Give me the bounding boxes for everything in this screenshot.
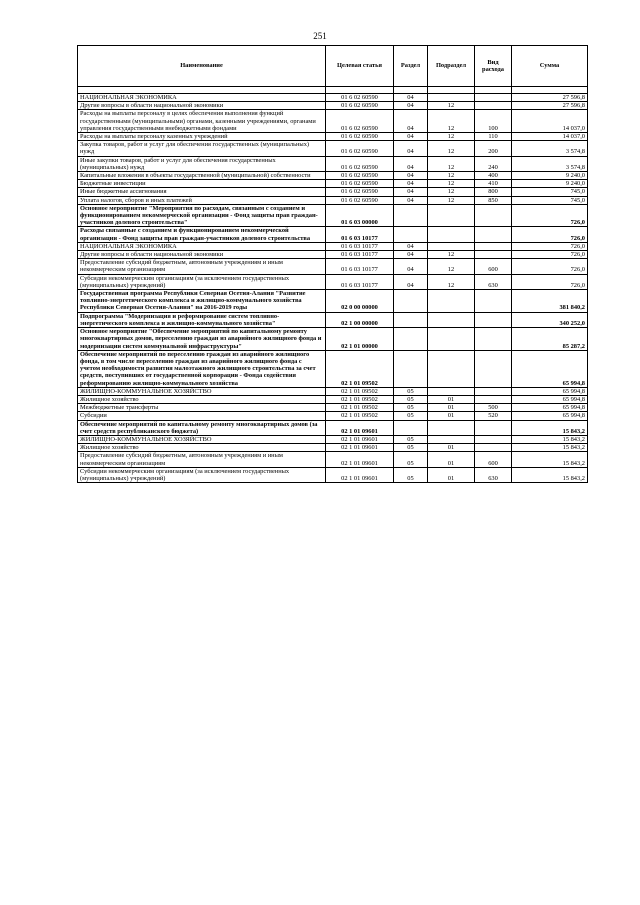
table-row	[78, 141, 588, 156]
cell-name: Субсидии некоммерческим организациям (за исключением государственных (муниципальных) учреждений)	[78, 274, 326, 289]
cell-subsection: 01	[428, 467, 475, 482]
table-header-row	[78, 46, 588, 87]
cell-name: Предоставление субсидий бюджетным, автономным учреждениям и иным некоммерческим организациям	[78, 259, 326, 274]
cell-expense-type	[475, 444, 512, 452]
cell-target-article: 01 6 02 60590	[326, 172, 394, 180]
cell-sum: 65 994,8	[512, 404, 588, 412]
table-body	[78, 87, 588, 483]
cell-subsection: 12	[428, 180, 475, 188]
cell-expense-type	[475, 227, 512, 242]
cell-sum: 726,0	[512, 259, 588, 274]
table-row	[78, 180, 588, 188]
cell-section: 05	[394, 435, 428, 443]
cell-expense-type: 110	[475, 133, 512, 141]
cell-expense-type	[475, 387, 512, 395]
cell-name: Государственная программа Республики Северная Осетия-Алания "Развитие топливно-энергетического комплекса и жилищно-коммунального хозяйства Республики Северная Осетия-Алания" на 2016-2019 годы	[78, 290, 326, 313]
cell-section: 05	[394, 412, 428, 420]
cell-target-article: 02 1 01 09502	[326, 412, 394, 420]
cell-subsection: 01	[428, 404, 475, 412]
cell-target-article: 01 6 03 10177	[326, 251, 394, 259]
table-row	[78, 242, 588, 250]
table-row	[78, 204, 588, 227]
cell-subsection	[428, 350, 475, 387]
cell-section	[394, 350, 428, 387]
cell-subsection: 01	[428, 452, 475, 467]
cell-sum: 726,0	[512, 274, 588, 289]
header-sum: Сумма	[512, 46, 588, 87]
cell-expense-type: 520	[475, 412, 512, 420]
cell-target-article: 01 6 03 10177	[326, 259, 394, 274]
cell-subsection	[428, 290, 475, 313]
table-row	[78, 435, 588, 443]
cell-subsection	[428, 242, 475, 250]
budget-table	[77, 45, 588, 483]
cell-sum: 726,0	[512, 242, 588, 250]
cell-name: Другие вопросы в области национальной экономики	[78, 251, 326, 259]
cell-expense-type: 410	[475, 180, 512, 188]
cell-sum	[512, 87, 588, 94]
cell-sum: 15 843,2	[512, 467, 588, 482]
cell-subsection	[428, 94, 475, 102]
cell-expense-type	[475, 312, 512, 327]
cell-sum: 65 994,8	[512, 395, 588, 403]
cell-name: Жилищное хозяйство	[78, 395, 326, 403]
cell-sum: 15 843,2	[512, 452, 588, 467]
cell-section	[394, 312, 428, 327]
cell-name: Капитальные вложения в объекты государственной (муниципальной) собственности	[78, 172, 326, 180]
cell-sum: 65 994,8	[512, 387, 588, 395]
cell-target-article: 02 1 01 09601	[326, 452, 394, 467]
cell-section: 05	[394, 387, 428, 395]
table-row	[78, 87, 588, 94]
cell-subsection: 01	[428, 444, 475, 452]
cell-name: Подпрограмма "Модернизация и реформирование систем топливно-энергетического комплекса и жилищно-коммунального хозяйства"	[78, 312, 326, 327]
cell-name: Обеспечение мероприятий по переселению граждан из аварийного жилищного фонда, в том числе переселению граждан из аварийного жилищного фонда с учетом необходимости развития малоэтажного жилищного строительства за счет средств, поступивших от государственной корпорации - Фонда содействия реформированию жилищно-коммунального хозяйства	[78, 350, 326, 387]
cell-section: 05	[394, 395, 428, 403]
cell-section	[394, 290, 428, 313]
cell-sum: 14 037,0	[512, 133, 588, 141]
cell-expense-type: 800	[475, 188, 512, 196]
cell-subsection	[428, 204, 475, 227]
cell-section: 05	[394, 467, 428, 482]
cell-sum: 27 596,8	[512, 102, 588, 110]
cell-expense-type	[475, 251, 512, 259]
table-row	[78, 395, 588, 403]
cell-name: Расходы на выплаты персоналу казенных учреждений	[78, 133, 326, 141]
cell-section: 05	[394, 444, 428, 452]
cell-subsection	[428, 227, 475, 242]
cell-target-article: 02 1 01 00000	[326, 328, 394, 351]
cell-name: Обеспечение мероприятий по капитальному ремонту многоквартирных домов (за счет средств республиканского бюджета)	[78, 420, 326, 435]
table-row	[78, 452, 588, 467]
table-row	[78, 350, 588, 387]
table-row	[78, 188, 588, 196]
cell-name: Иные бюджетные ассигнования	[78, 188, 326, 196]
cell-expense-type	[475, 204, 512, 227]
header-subsection: Подраздел	[428, 46, 475, 87]
cell-section: 04	[394, 196, 428, 204]
cell-expense-type	[475, 94, 512, 102]
cell-section	[394, 328, 428, 351]
cell-section	[394, 420, 428, 435]
cell-section: 04	[394, 188, 428, 196]
cell-expense-type	[475, 420, 512, 435]
cell-expense-type: 240	[475, 156, 512, 171]
cell-sum: 3 574,8	[512, 156, 588, 171]
table-row	[78, 133, 588, 141]
cell-subsection: 01	[428, 412, 475, 420]
cell-name: Предоставление субсидий бюджетным, автономным учреждениям и иным некоммерческим организациям	[78, 452, 326, 467]
cell-target-article: 01 6 03 10177	[326, 274, 394, 289]
table-row	[78, 387, 588, 395]
cell-subsection: 12	[428, 259, 475, 274]
cell-target-article: 01 6 02 60590	[326, 188, 394, 196]
cell-expense-type: 850	[475, 196, 512, 204]
table-row	[78, 94, 588, 102]
table-row	[78, 412, 588, 420]
cell-target-article: 01 6 02 60590	[326, 196, 394, 204]
table-row	[78, 444, 588, 452]
cell-name: Расходы связанные с созданием и функционированием некоммерческой организации - Фонд защиты прав граждан-участников долевого строительства	[78, 227, 326, 242]
cell-name: Иные закупки товаров, работ и услуг для обеспечения государственных (муниципальных) нужд	[78, 156, 326, 171]
cell-subsection	[428, 435, 475, 443]
cell-sum: 14 037,0	[512, 110, 588, 133]
cell-expense-type: 200	[475, 141, 512, 156]
cell-name	[78, 87, 326, 94]
cell-sum: 85 287,2	[512, 328, 588, 351]
cell-target-article: 02 1 01 09502	[326, 387, 394, 395]
table-row	[78, 156, 588, 171]
cell-name: Бюджетные инвестиции	[78, 180, 326, 188]
cell-sum: 65 994,8	[512, 350, 588, 387]
table-row	[78, 312, 588, 327]
cell-name: Расходы на выплаты персоналу в целях обеспечения выполнения функций государственными (муниципальными) органами, казенными учреждениями, органами управления государственными внебюджетными фондами	[78, 110, 326, 133]
cell-expense-type: 600	[475, 259, 512, 274]
cell-target-article: 02 1 01 09601	[326, 420, 394, 435]
cell-sum: 340 252,0	[512, 312, 588, 327]
cell-expense-type	[475, 350, 512, 387]
cell-name: Субсидии некоммерческим организациям (за исключением государственных (муниципальных) учреждений)	[78, 467, 326, 482]
cell-target-article: 02 1 01 09601	[326, 435, 394, 443]
cell-subsection	[428, 420, 475, 435]
cell-subsection: 12	[428, 172, 475, 180]
cell-target-article: 01 6 02 60590	[326, 102, 394, 110]
cell-target-article: 01 6 02 60590	[326, 94, 394, 102]
cell-section: 04	[394, 133, 428, 141]
cell-section: 04	[394, 259, 428, 274]
cell-expense-type	[475, 290, 512, 313]
cell-target-article: 02 1 01 09502	[326, 395, 394, 403]
cell-target-article: 02 1 01 09502	[326, 404, 394, 412]
cell-section: 04	[394, 110, 428, 133]
cell-section: 05	[394, 404, 428, 412]
cell-subsection: 12	[428, 251, 475, 259]
cell-expense-type	[475, 242, 512, 250]
cell-target-article: 01 6 03 10177	[326, 227, 394, 242]
cell-section: 04	[394, 251, 428, 259]
header-section: Раздел	[394, 46, 428, 87]
cell-name: Основное мероприятие "Мероприятия по расходам, связанным с созданием и функционированием некоммерческой организации - Фонд защиты прав граждан-участников долевого строительства"	[78, 204, 326, 227]
cell-name: ЖИЛИЩНО-КОММУНАЛЬНОЕ ХОЗЯЙСТВО	[78, 435, 326, 443]
cell-expense-type	[475, 87, 512, 94]
cell-subsection: 12	[428, 110, 475, 133]
cell-section	[394, 227, 428, 242]
header-target-article: Целевая статья	[326, 46, 394, 87]
cell-subsection: 12	[428, 196, 475, 204]
cell-sum: 15 843,2	[512, 444, 588, 452]
cell-target-article: 01 6 02 60590	[326, 110, 394, 133]
cell-subsection: 12	[428, 156, 475, 171]
cell-sum: 9 240,0	[512, 180, 588, 188]
header-expense-type: Вид расхода	[475, 46, 512, 87]
cell-expense-type	[475, 435, 512, 443]
cell-sum: 15 843,2	[512, 435, 588, 443]
table-row	[78, 274, 588, 289]
cell-subsection	[428, 387, 475, 395]
cell-subsection: 12	[428, 133, 475, 141]
cell-name: НАЦИОНАЛЬНАЯ ЭКОНОМИКА	[78, 242, 326, 250]
cell-expense-type	[475, 328, 512, 351]
cell-expense-type: 400	[475, 172, 512, 180]
cell-target-article: 02 1 01 09601	[326, 444, 394, 452]
cell-sum: 65 994,8	[512, 412, 588, 420]
cell-expense-type: 630	[475, 467, 512, 482]
cell-section: 05	[394, 452, 428, 467]
cell-subsection	[428, 87, 475, 94]
table-row	[78, 251, 588, 259]
table-row	[78, 290, 588, 313]
cell-name: Уплата налогов, сборов и иных платежей	[78, 196, 326, 204]
cell-section: 04	[394, 274, 428, 289]
cell-sum: 9 240,0	[512, 172, 588, 180]
table-row	[78, 420, 588, 435]
header-name: Наименование	[78, 46, 326, 87]
table-row	[78, 259, 588, 274]
table-row	[78, 467, 588, 482]
table-row	[78, 328, 588, 351]
cell-target-article: 01 6 02 60590	[326, 141, 394, 156]
cell-target-article: 01 6 03 10177	[326, 242, 394, 250]
table-row	[78, 102, 588, 110]
cell-target-article: 01 6 02 60590	[326, 156, 394, 171]
cell-section: 04	[394, 94, 428, 102]
cell-sum: 15 843,2	[512, 420, 588, 435]
cell-section	[394, 87, 428, 94]
cell-name: Основное мероприятие "Обеспечение мероприятий по капитальному ремонту многоквартирных домов, переселению граждан из аварийного жилищного фонда и модернизации систем коммунальной инфраструктуры"	[78, 328, 326, 351]
table-row	[78, 172, 588, 180]
cell-sum: 745,0	[512, 188, 588, 196]
cell-subsection: 12	[428, 141, 475, 156]
table-row	[78, 110, 588, 133]
cell-section: 04	[394, 172, 428, 180]
table-row	[78, 196, 588, 204]
cell-expense-type: 600	[475, 452, 512, 467]
table-row	[78, 227, 588, 242]
page-number: 251	[313, 31, 327, 41]
cell-sum: 381 840,2	[512, 290, 588, 313]
cell-subsection: 01	[428, 395, 475, 403]
cell-section: 04	[394, 102, 428, 110]
cell-section: 04	[394, 242, 428, 250]
cell-name: Межбюджетные трансферты	[78, 404, 326, 412]
cell-target-article: 02 1 01 09601	[326, 467, 394, 482]
cell-subsection	[428, 328, 475, 351]
cell-target-article: 01 6 02 60590	[326, 180, 394, 188]
cell-section: 04	[394, 141, 428, 156]
cell-sum: 726,0	[512, 227, 588, 242]
table-row	[78, 404, 588, 412]
cell-section	[394, 204, 428, 227]
cell-subsection: 12	[428, 274, 475, 289]
cell-subsection	[428, 312, 475, 327]
cell-expense-type	[475, 395, 512, 403]
cell-target-article: 01 6 03 00000	[326, 204, 394, 227]
cell-sum: 3 574,8	[512, 141, 588, 156]
cell-sum: 745,0	[512, 196, 588, 204]
cell-name: НАЦИОНАЛЬНАЯ ЭКОНОМИКА	[78, 94, 326, 102]
cell-target-article: 02 0 00 00000	[326, 290, 394, 313]
cell-target-article	[326, 87, 394, 94]
cell-subsection: 12	[428, 102, 475, 110]
cell-name: Жилищное хозяйство	[78, 444, 326, 452]
cell-expense-type: 100	[475, 110, 512, 133]
cell-name: Другие вопросы в области национальной экономики	[78, 102, 326, 110]
cell-target-article: 02 1 01 09502	[326, 350, 394, 387]
cell-sum: 726,0	[512, 204, 588, 227]
cell-sum: 27 596,8	[512, 94, 588, 102]
cell-section: 04	[394, 156, 428, 171]
cell-expense-type	[475, 102, 512, 110]
cell-name: ЖИЛИЩНО-КОММУНАЛЬНОЕ ХОЗЯЙСТВО	[78, 387, 326, 395]
cell-sum: 726,0	[512, 251, 588, 259]
cell-target-article: 02 1 00 00000	[326, 312, 394, 327]
cell-expense-type: 500	[475, 404, 512, 412]
cell-expense-type: 630	[475, 274, 512, 289]
cell-name: Субсидии	[78, 412, 326, 420]
cell-section: 04	[394, 180, 428, 188]
cell-target-article: 01 6 02 60590	[326, 133, 394, 141]
cell-name: Закупка товаров, работ и услуг для обеспечения государственных (муниципальных) нужд	[78, 141, 326, 156]
cell-subsection: 12	[428, 188, 475, 196]
